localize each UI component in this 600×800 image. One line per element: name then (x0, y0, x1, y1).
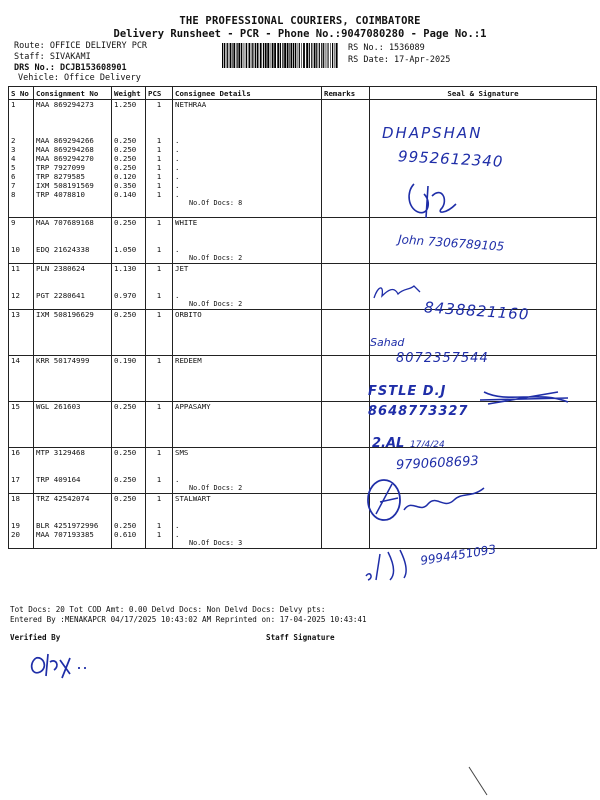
barcode-bar (265, 43, 267, 68)
barcode-bar (291, 43, 293, 68)
cell-weight (112, 218, 146, 264)
cell-weight-value: 0.350 (114, 181, 137, 190)
col-header-consignee: Consignee Details (173, 87, 322, 100)
cell-sno-value: 15 (11, 402, 20, 411)
barcode-bar (297, 43, 298, 68)
cell-weight-value: 0.250 (114, 218, 137, 227)
cell-pcs (146, 402, 173, 448)
barcode-bar (226, 43, 227, 68)
table-row (9, 218, 597, 264)
cell-sno-value: 3 (11, 145, 16, 154)
cell-pcs (146, 494, 173, 549)
drs-number: DRS No.: DCJB153608901 (14, 63, 127, 73)
handwritten-name-5: FSTLE D.J (368, 384, 447, 399)
cell-sno-value: 19 (11, 521, 20, 530)
cell-sno (9, 264, 34, 310)
barcode-bar (222, 43, 223, 68)
barcode-bar (227, 43, 228, 68)
entered-by-line: Entered By :MENAKAPCR 04/17/2025 10:43:02 AM Reprinted on: 17-04-2025 10:43:41 (10, 615, 367, 624)
cell-sno-value: 18 (11, 494, 20, 503)
cell-sno-value: 16 (11, 448, 20, 457)
cell-weight-value: 0.250 (114, 402, 137, 411)
barcode-bar (241, 43, 242, 68)
cell-consignee-value: . (175, 291, 180, 300)
cell-pcs-value: 1 (156, 402, 162, 411)
cell-weight (112, 356, 146, 402)
barcode-bar (282, 43, 283, 68)
cell-consignee-value: . (175, 163, 180, 172)
cell-consignee-value: STALWART (175, 494, 211, 503)
barcode-bar (303, 43, 305, 68)
cell-pcs-value: 1 (156, 291, 162, 300)
no-of-docs: No.Of Docs: 3 (189, 539, 243, 547)
cell-consignment-value: MAA 707193385 (36, 530, 94, 539)
barcode-bar (230, 43, 232, 68)
cell-pcs (146, 264, 173, 310)
barcode-bar (232, 43, 233, 68)
barcode-bar (249, 43, 251, 68)
cell-remarks (322, 218, 370, 264)
cell-pcs-value: 1 (156, 163, 162, 172)
cell-consignee-value: APPASAMY (175, 402, 211, 411)
barcode-bar (254, 43, 255, 68)
table-row (9, 494, 597, 549)
table-row (9, 100, 597, 218)
cell-pcs-value: 1 (156, 181, 162, 190)
cell-sno-value: 7 (11, 181, 16, 190)
cell-pcs-value: 1 (156, 356, 162, 365)
cell-pcs-value: 1 (156, 521, 162, 530)
col-header-consignment: Consignment No (34, 87, 112, 100)
table-row (9, 264, 597, 310)
cell-weight-value: 0.250 (114, 145, 137, 154)
cell-weight (112, 402, 146, 448)
barcode-bar (326, 43, 327, 68)
rs-number: RS No.: 1536089 (348, 43, 425, 53)
cell-remarks (322, 356, 370, 402)
cell-pcs-value: 1 (156, 172, 162, 181)
handwritten-phone-8: 9994451093 (419, 542, 497, 568)
cell-sno (9, 448, 34, 494)
verified-signature-scribble (26, 648, 96, 680)
handwritten-phone-1: 9952612340 (397, 147, 504, 171)
cell-consignee-value: . (175, 136, 180, 145)
cell-sno (9, 494, 34, 549)
cell-weight (112, 264, 146, 310)
cell-pcs-value: 1 (156, 100, 162, 109)
cell-pcs (146, 448, 173, 494)
cell-sno-value: 12 (11, 291, 20, 300)
cell-weight-value: 0.250 (114, 494, 137, 503)
cell-consignment-value: MTP 3129468 (36, 448, 85, 457)
cell-pcs-value: 1 (156, 245, 162, 254)
handwritten-name-1: DHAPSHAN (382, 124, 483, 142)
barcode-bar (301, 43, 302, 68)
cell-weight (112, 100, 146, 218)
col-header-sno: S No (9, 87, 34, 100)
cell-weight-value: 0.250 (114, 136, 137, 145)
barcode-bar (255, 43, 256, 68)
barcode (222, 43, 338, 68)
cell-consignee-value: . (175, 521, 180, 530)
signature-scribble-5 (478, 388, 574, 408)
barcode-bar (243, 43, 244, 68)
barcode-bar (233, 43, 235, 68)
cell-consignment (34, 494, 112, 549)
cell-remarks (322, 310, 370, 356)
cell-consignment-value: IXM 508191569 (36, 181, 94, 190)
cell-sno-value: 20 (11, 530, 20, 539)
cell-pcs-value: 1 (156, 475, 162, 484)
barcode-bar (270, 43, 271, 68)
cell-pcs-value: 1 (156, 494, 162, 503)
barcode-bar (274, 43, 276, 68)
cell-consignee-value: WHITE (175, 218, 198, 227)
cell-consignment (34, 310, 112, 356)
cell-pcs (146, 218, 173, 264)
cell-consignee (173, 264, 322, 310)
barcode-bar (277, 43, 279, 68)
cell-sno-value: 1 (11, 100, 16, 109)
cell-sno-value: 8 (11, 190, 16, 199)
signature-scribble-1 (402, 178, 462, 222)
cell-sno-value: 4 (11, 154, 16, 163)
barcode-bar (314, 43, 316, 68)
barcode-bar (316, 43, 317, 68)
cell-consignment-value: TRP 8279585 (36, 172, 85, 181)
barcode-bar (257, 43, 259, 68)
cell-sno-value: 17 (11, 475, 20, 484)
staff-signature-label: Staff Signature (266, 633, 335, 642)
cell-consignee (173, 448, 322, 494)
cell-weight-value: 0.610 (114, 530, 137, 539)
cell-consignment (34, 448, 112, 494)
barcode-bar (263, 43, 264, 68)
cell-weight (112, 448, 146, 494)
barcode-bar (289, 43, 290, 68)
barcode-bar (293, 43, 294, 68)
cell-consignee (173, 494, 322, 549)
cell-consignee-value: SMS (175, 448, 189, 457)
cell-sno (9, 100, 34, 218)
stray-mark (465, 765, 495, 799)
barcode-bar (237, 43, 238, 68)
cell-weight-value: 0.120 (114, 172, 137, 181)
cell-consignment-value: BLR 4251972996 (36, 521, 99, 530)
cell-sno (9, 356, 34, 402)
route-label: Route: OFFICE DELIVERY PCR (14, 41, 148, 51)
staff-label: Staff: SIVAKAMI (14, 52, 91, 62)
barcode-bar (321, 43, 322, 68)
handwritten-phone-4: 8072357544 (396, 351, 489, 366)
cell-sno (9, 402, 34, 448)
cell-consignment-value: PGT 2280641 (36, 291, 85, 300)
company-name: THE PROFESSIONAL COURIERS, COIMBATORE (179, 15, 421, 27)
cell-weight-value: 0.250 (114, 154, 137, 163)
cell-consignee (173, 402, 322, 448)
cell-sno-value: 13 (11, 310, 20, 319)
cell-weight-value: 1.130 (114, 264, 137, 273)
cell-remarks (322, 100, 370, 218)
cell-consignment-value: MAA 869294266 (36, 136, 94, 145)
barcode-bar (224, 43, 225, 68)
barcode-bar (245, 43, 246, 68)
barcode-bar (327, 43, 328, 68)
no-of-docs: No.Of Docs: 2 (189, 254, 243, 262)
cell-pcs-value: 1 (156, 310, 162, 319)
barcode-bar (336, 43, 338, 68)
table-row (9, 448, 597, 494)
col-header-signature: Seal & Signature (370, 87, 597, 100)
cell-sno-value: 14 (11, 356, 20, 365)
cell-sno (9, 310, 34, 356)
handwritten-name-4: Sahad (370, 336, 405, 349)
barcode-bar (319, 43, 320, 68)
barcode-bar (252, 43, 253, 68)
table-header-row (9, 87, 597, 100)
cell-consignee (173, 356, 322, 402)
cell-weight-value: 0.250 (114, 310, 137, 319)
cell-consignment (34, 356, 112, 402)
runsheet-subtitle: Delivery Runsheet - PCR - Phone No.:9047080280 - Page No.:1 (113, 28, 487, 40)
barcode-bar (309, 43, 310, 68)
cell-weight-value: 0.970 (114, 291, 137, 300)
signature-scribble-8 (360, 546, 416, 586)
barcode-bar (260, 43, 262, 68)
barcode-bar (306, 43, 308, 68)
cell-consignee-value: . (175, 190, 180, 199)
cell-consignment-value: TRZ 42542074 (36, 494, 90, 503)
cell-weight (112, 310, 146, 356)
cell-consignee-value: JET (175, 264, 189, 273)
cell-consignment-value: EDQ 21624338 (36, 245, 90, 254)
handwritten-phone-3: 8438821160 (423, 298, 530, 324)
cell-sno (9, 218, 34, 264)
cell-consignment-value: TRP 409164 (36, 475, 81, 484)
cell-weight-value: 0.250 (114, 475, 137, 484)
handwritten-phone-6: 9790608693 (395, 453, 480, 474)
cell-weight-value: 0.190 (114, 356, 137, 365)
cell-consignee-value: . (175, 181, 180, 190)
cell-consignee-value: ORBITO (175, 310, 202, 319)
cell-consignment-value: IXM 508196629 (36, 310, 94, 319)
no-of-docs: No.Of Docs: 8 (189, 199, 243, 207)
col-header-weight: Weight (112, 87, 146, 100)
col-header-pcs: PCS (146, 87, 173, 100)
barcode-bar (328, 43, 329, 68)
cell-pcs-value: 1 (156, 218, 162, 227)
cell-pcs (146, 100, 173, 218)
cell-consignee-value: . (175, 530, 180, 539)
cell-remarks (322, 264, 370, 310)
cell-pcs-value: 1 (156, 264, 162, 273)
cell-consignee-value: . (175, 475, 180, 484)
cell-pcs-value: 1 (156, 190, 162, 199)
cell-consignment-value: MAA 707689168 (36, 218, 94, 227)
cell-sno-value: 2 (11, 136, 16, 145)
barcode-bar (295, 43, 296, 68)
barcode-bar (311, 43, 312, 68)
totals-line: Tot Docs: 20 Tot COD Amt: 0.00 Delvd Docs: Non Delvd Docs: Delvy pts: (10, 605, 326, 614)
signature-scribble-7 (362, 474, 492, 526)
cell-consignee-value: . (175, 245, 180, 254)
vehicle-label: Vehicle: Office Delivery (18, 73, 141, 83)
cell-consignee (173, 310, 322, 356)
barcode-bar (323, 43, 324, 68)
signature-scribble-3 (368, 280, 428, 306)
cell-weight-value: 1.250 (114, 100, 137, 109)
cell-pcs-value: 1 (156, 530, 162, 539)
handwritten-contact-2: John 7306789105 (397, 232, 505, 254)
handwritten-phone-5: 8648773327 (368, 404, 469, 419)
cell-consignment (34, 402, 112, 448)
cell-consignment (34, 100, 112, 218)
cell-pcs (146, 310, 173, 356)
cell-weight (112, 494, 146, 549)
no-of-docs: No.Of Docs: 2 (189, 300, 243, 308)
barcode-bar (330, 43, 331, 68)
cell-weight-value: 0.140 (114, 190, 137, 199)
barcode-bar (299, 43, 300, 68)
handwritten-name-6: 2.AL (372, 436, 405, 451)
cell-consignment (34, 218, 112, 264)
cell-pcs-value: 1 (156, 154, 162, 163)
cell-consignee-value: . (175, 154, 180, 163)
barcode-bar (332, 43, 333, 68)
cell-pcs-value: 1 (156, 145, 162, 154)
cell-pcs (146, 356, 173, 402)
barcode-bar (272, 43, 274, 68)
cell-pcs-value: 1 (156, 448, 162, 457)
table-row (9, 402, 597, 448)
cell-weight-value: 0.250 (114, 163, 137, 172)
cell-weight-value: 1.050 (114, 245, 137, 254)
barcode-bar (287, 43, 289, 68)
cell-consignee (173, 218, 322, 264)
barcode-bar (267, 43, 269, 68)
cell-consignee (173, 100, 322, 218)
cell-consignment-value: TRP 7927099 (36, 163, 85, 172)
cell-consignee-value: . (175, 172, 180, 181)
col-header-remarks: Remarks (322, 87, 370, 100)
cell-consignee-value: NETHRAA (175, 100, 207, 109)
cell-consignment-value: MAA 869294268 (36, 145, 94, 154)
no-of-docs: No.Of Docs: 2 (189, 484, 243, 492)
barcode-bar (284, 43, 286, 68)
cell-weight-value: 0.250 (114, 521, 137, 530)
cell-remarks (322, 402, 370, 448)
barcode-bar (335, 43, 336, 68)
cell-pcs-value: 1 (156, 136, 162, 145)
rs-date: RS Date: 17-Apr-2025 (348, 55, 451, 65)
barcode-bar (238, 43, 240, 68)
cell-sno-value: 10 (11, 245, 20, 254)
barcode-bar (246, 43, 247, 68)
cell-consignment-value: MAA 869294273 (36, 100, 94, 109)
handwritten-date-6: 17/4/24 (410, 440, 445, 450)
cell-sno-value: 9 (11, 218, 16, 227)
cell-consignment-value: TRP 4078810 (36, 190, 85, 199)
cell-sno-value: 6 (11, 172, 16, 181)
cell-consignment-value: PLN 2380624 (36, 264, 85, 273)
cell-weight-value: 0.250 (114, 448, 137, 457)
cell-consignment-value: KRR 50174999 (36, 356, 90, 365)
cell-consignee-value: REDEEM (175, 356, 202, 365)
barcode-bar (280, 43, 281, 68)
cell-sno-value: 11 (11, 264, 20, 273)
verified-by-label: Verified By (10, 633, 61, 642)
cell-consignment-value: WGL 261603 (36, 402, 81, 411)
cell-consignment (34, 264, 112, 310)
cell-consignment-value: MAA 869294270 (36, 154, 94, 163)
cell-sno-value: 5 (11, 163, 16, 172)
cell-consignee-value: . (175, 145, 180, 154)
